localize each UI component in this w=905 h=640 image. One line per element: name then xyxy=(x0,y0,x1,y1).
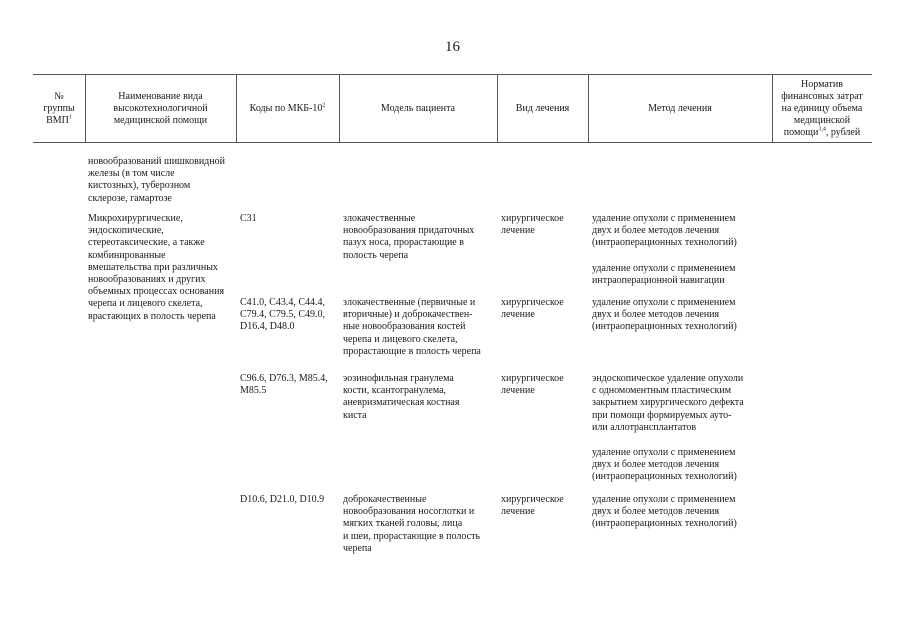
row1-codes: C31 xyxy=(240,213,257,224)
row1-treatment: хирургическое лечение xyxy=(501,213,564,237)
row4-model: доброкачественные новообразования носоглотки и мягких тканей головы, лица и шеи, прорастающие в полость черепа xyxy=(343,494,481,554)
row4-treatment: хирургическое лечение xyxy=(501,494,564,518)
row3-method-1: эндоскопическое удаление опухоли с одномоментным пластическим закрытием хирургического дефекта при помощи формируемых ауто- или аллотрансплантатов xyxy=(592,373,744,433)
table-header xyxy=(33,74,872,143)
header-care-type: Наименование вида высокотехнологичной медицинской помощи xyxy=(113,90,208,126)
row2-codes: C41.0, C43.4, C44.4, C79.4, C79.5, C49.0, D16.4, D48.0 xyxy=(240,297,326,333)
row4-codes: D10.6, D21.0, D10.9 xyxy=(240,494,325,505)
row3-treatment: хирургическое лечение xyxy=(501,373,564,397)
row2-treatment: хирургическое лечение xyxy=(501,297,564,321)
row4-method-1: удаление опухоли с применением двух и более методов лечения (интраоперационных технологий) xyxy=(592,494,737,530)
row3-model: эозинофильная гранулема кости, ксантогранулема, аневризматическая костная киста xyxy=(343,373,460,421)
header-group-number: № группы ВМП$^1$ xyxy=(43,90,75,126)
row1-model: злокачественные новообразования придаточных пазух носа, прорастающие в полость черепа xyxy=(343,213,475,261)
row1-method-2: удаление опухоли с применением интраоперационной навигации xyxy=(592,263,736,287)
header-treatment-method: Метод лечения xyxy=(648,102,712,114)
header-patient-model: Модель пациента xyxy=(380,102,456,114)
row1-method-1: удаление опухоли с применением двух и более методов лечения (интраоперационных технологий) xyxy=(592,213,737,249)
header-cost-norm: Норматив финансовых затрат на единицу объема медицинской помощи$^{3,4}$, рублей xyxy=(781,78,863,138)
continuation-text: новообразований шишковидной железы (в том числе кистозных), туберозном склерозе, гамартозе xyxy=(88,156,225,204)
page-number: 16 xyxy=(445,39,460,55)
row2-model: злокачественные (первичные и вторичные) и доброкачествен- ные новообразования костей черепа и лицевого скелета, прорастающие в полость черепа xyxy=(343,297,481,357)
row3-codes: C96.6, D76.3, M85.4, M85.5 xyxy=(240,373,328,397)
header-icd-codes: Коды по МКБ-$10^2$ xyxy=(249,102,326,114)
row2-method-1: удаление опухоли с применением двух и более методов лечения (интраоперационных технологий) xyxy=(592,297,737,333)
header-treatment-type: Вид лечения xyxy=(515,102,570,114)
care-type-text: Микрохирургические, эндоскопические, стереотаксические, а также комбинированные вмешательства при различных новообразованиях и других объемных процессах основания черепа и лицевого скелета, врастающих в полость черепа xyxy=(88,213,225,322)
row3-method-2: удаление опухоли с применением двух и более методов лечения (интраоперационных технологий) xyxy=(592,447,737,483)
